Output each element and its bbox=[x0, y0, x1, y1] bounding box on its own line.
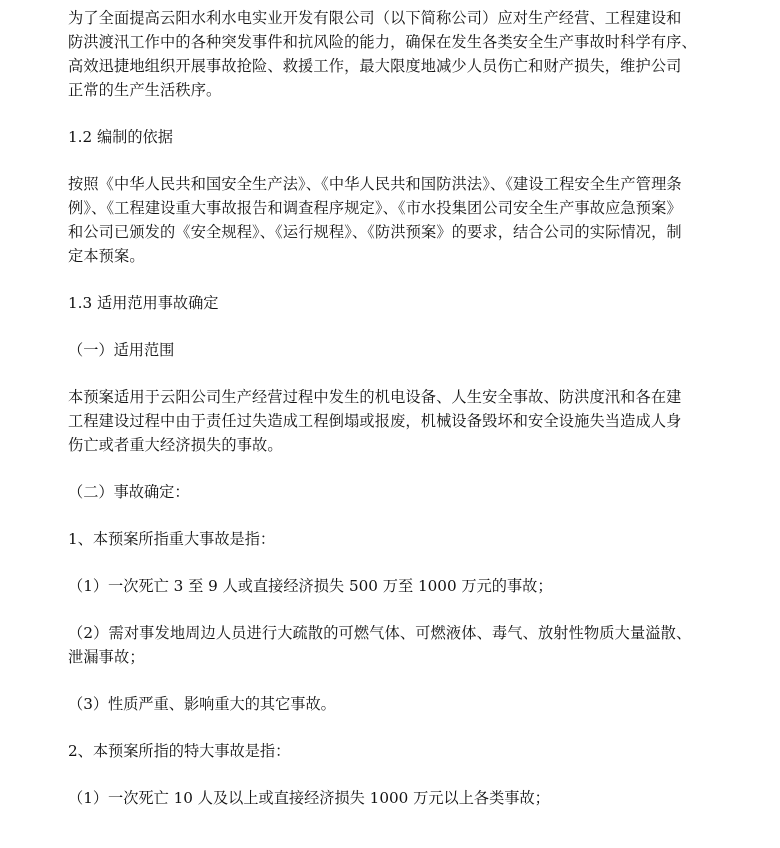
major-accident-item-1: （1）一次死亡 3 至 9 人或直接经济损失 500 万至 1000 万元的事故； bbox=[68, 577, 553, 595]
extraordinary-accident-item-1: （1）一次死亡 10 人及以上或直接经济损失 1000 万元以上各类事故； bbox=[68, 789, 550, 807]
intro-paragraph bbox=[68, 6, 714, 102]
major-accident-item-2 bbox=[68, 621, 714, 669]
basis-line: 例》、《工程建设重大事故报告和调查程序规定》、《市水投集团公司安全生产事故应急预案》 bbox=[68, 199, 682, 217]
section-1-2-paragraph bbox=[68, 172, 714, 268]
major-accident-item-3: （3）性质严重、影响重大的其它事故。 bbox=[68, 695, 336, 713]
scope-line: 本预案适用于云阳公司生产经营过程中发生的机电设备、人生安全事故、防洪度汛和各在建 bbox=[68, 388, 682, 406]
basis-line: 按照《中华人民共和国安全生产法》、《中华人民共和国防洪法》、《建设工程安全生产管理条 bbox=[68, 175, 682, 193]
scope-line: 工程建设过程中由于责任过失造成工程倒塌或报废，机械设备毁坏和安全设施失当造成人身 bbox=[68, 412, 682, 430]
scope-line: 伤亡或者重大经济损失的事故。 bbox=[68, 436, 283, 454]
subsection-scope-heading: （一）适用范围 bbox=[68, 341, 175, 359]
intro-line: 防洪渡汛工作中的各种突发事件和抗风险的能力，确保在发生各类安全生产事故时科学有序、 bbox=[68, 33, 697, 51]
intro-line: 为了全面提高云阳水利水电实业开发有限公司（以下简称公司）应对生产经营、工程建设和 bbox=[68, 9, 682, 27]
basis-line: 和公司已颁发的《安全规程》、《运行规程》、《防洪预案》的要求，结合公司的实际情况，制 bbox=[68, 223, 682, 241]
intro-line: 正常的生产生活秩序。 bbox=[68, 81, 222, 99]
scope-paragraph bbox=[68, 385, 714, 457]
intro-line: 高效迅捷地组织开展事故抢险、救援工作，最大限度地减少人员伤亡和财产损失，维护公司 bbox=[68, 57, 682, 75]
item-2-line: 泄漏事故； bbox=[68, 648, 145, 666]
extraordinary-accident-heading: 2、本预案所指的特大事故是指： bbox=[68, 742, 291, 760]
section-1-2-heading: 1.2 编制的依据 bbox=[68, 128, 173, 146]
item-2-line: （2）需对事发地周边人员进行大疏散的可燃气体、可燃液体、毒气、放射性物质大量溢散、 bbox=[68, 624, 692, 642]
subsection-accident-heading: （二）事故确定： bbox=[68, 483, 190, 501]
section-1-3-heading: 1.3 适用范用事故确定 bbox=[68, 294, 219, 312]
major-accident-heading: 1、本预案所指重大事故是指： bbox=[68, 530, 276, 548]
basis-line: 定本预案。 bbox=[68, 247, 145, 265]
document-page bbox=[68, 6, 714, 810]
